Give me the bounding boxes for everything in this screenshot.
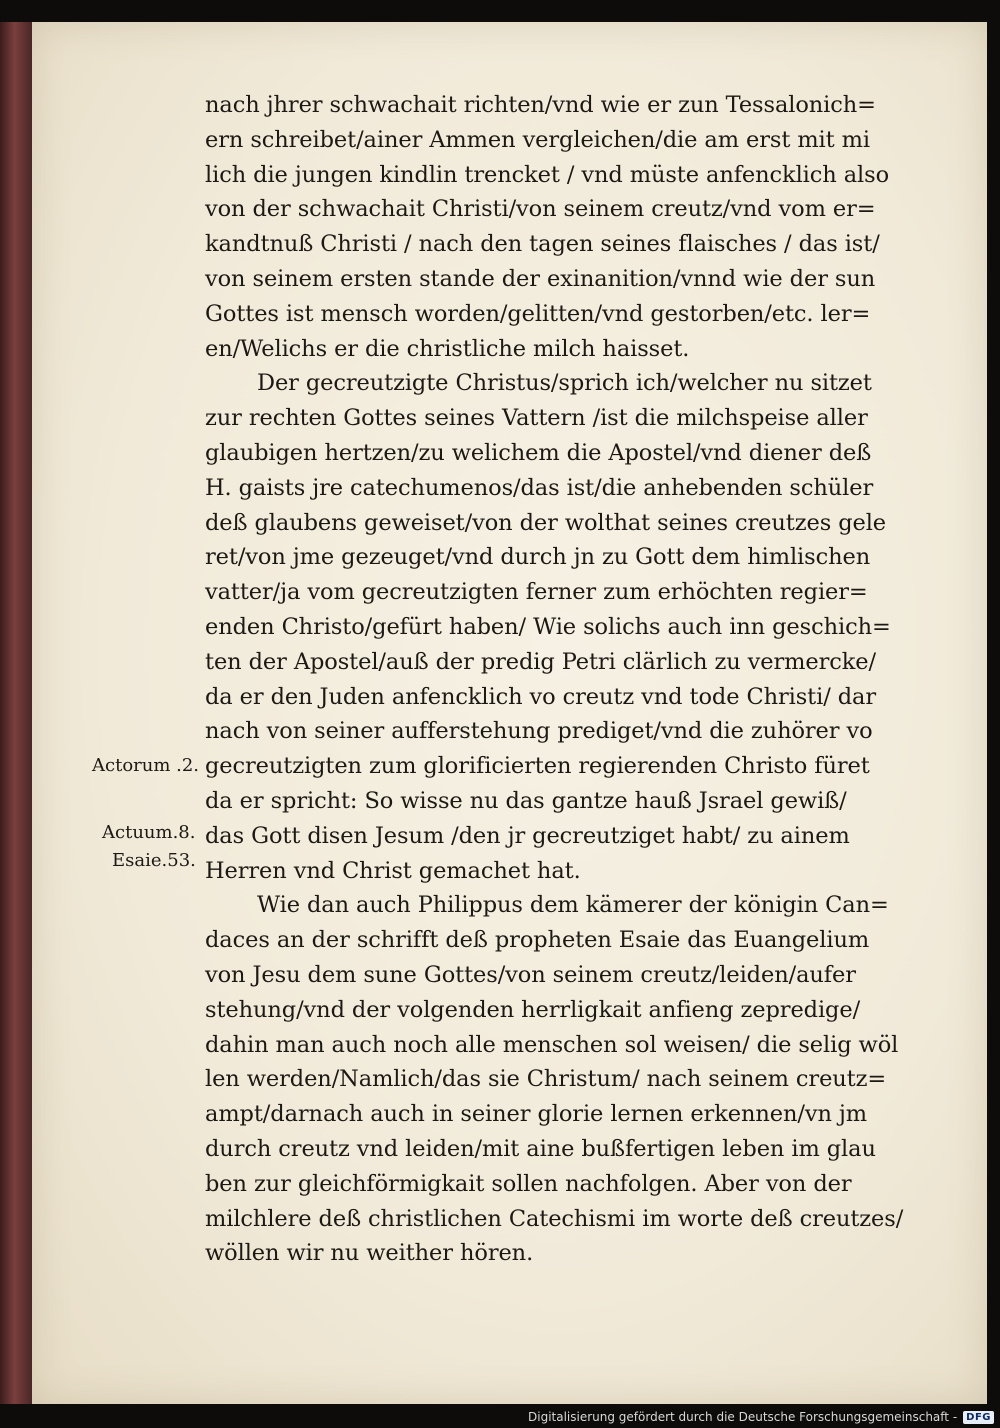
- text-line: milchlere deß christlichen Catechismi im worte deß creutzes/: [205, 1205, 904, 1232]
- text-line: ret/von jme gezeuget/vnd durch jn zu Gott dem himlischen: [205, 544, 871, 571]
- text-line: durch creutz vnd leiden/mit aine bußfertigen leben im glau: [205, 1135, 876, 1162]
- paragraph-start-line: Der gecreutzigte Christus/sprich ich/welcher nu sitzet: [257, 370, 872, 397]
- text-line: daces an der schrifft deß propheten Esaie das Euangelium: [205, 927, 870, 954]
- text-line: glaubigen hertzen/zu welichem die Apostel/vnd diener deß: [205, 439, 872, 466]
- text-line: en/Welichs er die christliche milch haisset.: [205, 335, 690, 362]
- text-line: von seinem ersten stande der exinanition/vnnd wie der sun: [205, 265, 876, 292]
- marginal-note-acts-8: Actuum.8.: [102, 822, 196, 843]
- text-line: vatter/ja vom gecreutzigten ferner zum erhöchten regier=: [205, 579, 868, 606]
- footer-credit-text: Digitalisierung gefördert durch die Deutsche Forschungsgemeinschaft -: [528, 1410, 958, 1424]
- text-line: H. gaists jre catechumenos/das ist/die anhebenden schüler: [205, 474, 874, 501]
- text-line: gecreutzigten zum glorificierten regierenden Christo füret: [205, 753, 870, 780]
- text-line: von der schwachait Christi/von seinem creutz/vnd vom er=: [205, 196, 876, 223]
- text-line: nach jhrer schwachait richten/vnd wie er zun Tessalonich=: [205, 92, 876, 118]
- text-line: enden Christo/gefürt haben/ Wie solichs auch inn geschich=: [205, 613, 891, 640]
- text-line: da er spricht: So wisse nu das gantze hauß Jsrael gewiß/: [205, 787, 847, 814]
- text-line: von Jesu dem sune Gottes/von seinem creutz/leiden/aufer: [205, 961, 856, 988]
- text-line: ben zur gleichförmigkait sollen nachfolgen. Aber von der: [205, 1170, 852, 1197]
- binding-gutter: [0, 22, 32, 1404]
- paragraph-start-line: Wie dan auch Philippus dem kämerer der königin Can=: [257, 892, 889, 919]
- digitization-footer: [528, 1408, 994, 1426]
- text-line: da er den Juden anfencklich vo creutz vnd tode Christi/ dar: [205, 683, 877, 710]
- text-line: Herren vnd Christ gemachet hat.: [205, 857, 581, 884]
- text-line: dahin man auch noch alle menschen sol weisen/ die selig wöl: [205, 1031, 899, 1058]
- text-line: kandtnuß Christi / nach den tagen seines flaisches / das ist/: [205, 231, 880, 258]
- text-line: deß glaubens geweiset/von der wolthat seines creutzes gele: [205, 509, 887, 536]
- text-line: nach von seiner aufferstehung prediget/vnd die zuhörer vo: [205, 718, 873, 745]
- text-line: len werden/Namlich/das sie Christum/ nach seinem creutz=: [205, 1066, 887, 1093]
- text-line: ern schreibet/ainer Ammen vergleichen/die am erst mit mi: [205, 126, 870, 153]
- dfg-logo-icon: DFG: [963, 1411, 994, 1424]
- text-line: stehung/vnd der volgenden herrligkait anfieng zepredige/: [205, 996, 861, 1023]
- text-line: ampt/darnach auch in seiner glorie lernen erkennen/vn jm: [205, 1101, 867, 1128]
- text-line: ten der Apostel/auß der predig Petri clärlich zu vermercke/: [205, 648, 876, 675]
- marginal-note-acts-2: Actorum .2.: [92, 755, 200, 776]
- text-line: Gottes ist mensch worden/gelitten/vnd gestorben/etc. ler=: [205, 300, 871, 327]
- text-line: das Gott disen Jesum /den jr gecreutziget habt/ zu ainem: [205, 822, 850, 849]
- text-line: wöllen wir nu weither hören.: [205, 1240, 534, 1267]
- text-line: zur rechten Gottes seines Vattern /ist die milchspeise aller: [205, 405, 868, 432]
- marginal-note-isaiah-53: Esaie.53.: [112, 850, 196, 871]
- main-text-block: [205, 88, 950, 1271]
- text-line: lich die jungen kindlin trencket / vnd müste anfencklich also: [205, 161, 890, 188]
